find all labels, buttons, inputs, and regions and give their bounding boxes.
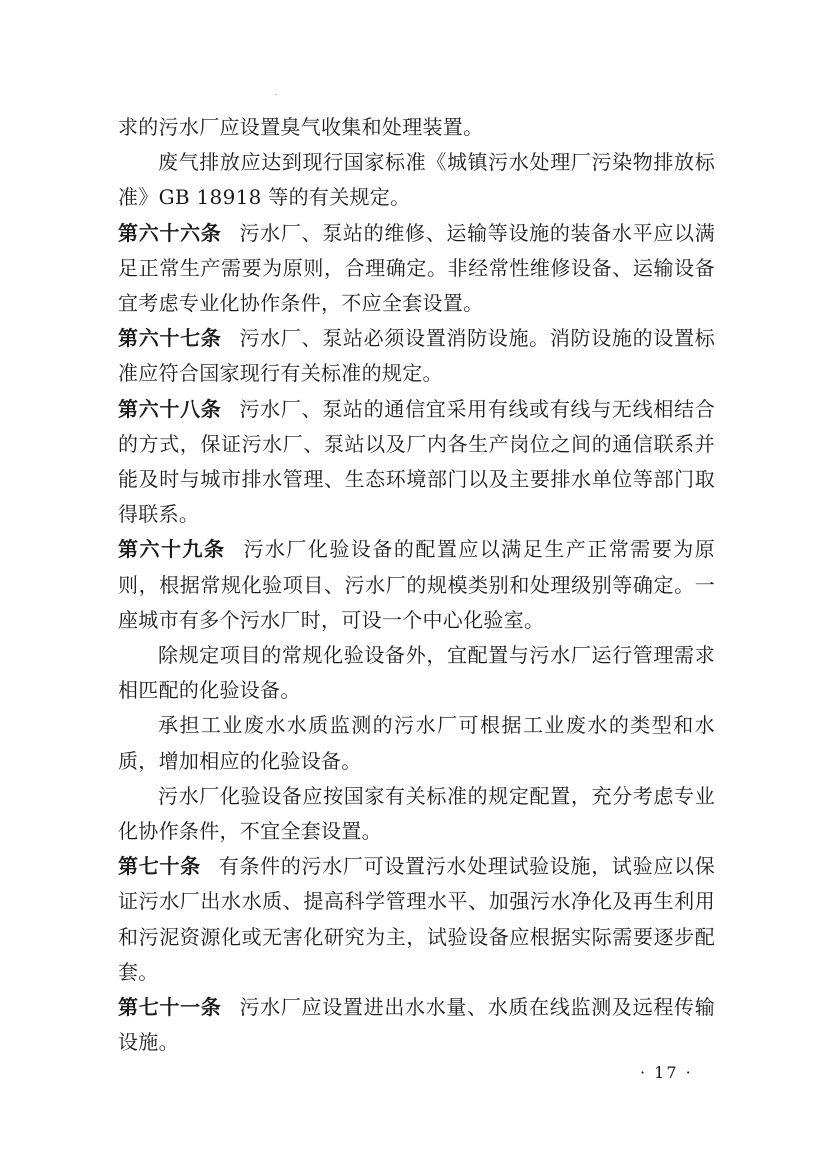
article-66 xyxy=(118,216,715,322)
paragraph-lab-equipment xyxy=(118,638,715,708)
body-text xyxy=(118,110,715,1060)
article-text: 污水厂应设置进出水水量、水质在线监测及远程传输设施。 xyxy=(118,995,716,1055)
article-67 xyxy=(118,321,715,391)
article-number: 第六十八条 xyxy=(118,396,222,421)
paragraph-text: 污水厂化验设备应按国家有关标准的规定配置，充分考虑专业化协作条件，不宜全套设置。 xyxy=(118,783,715,844)
article-70 xyxy=(118,849,715,990)
article-number: 第七十一条 xyxy=(118,995,222,1020)
paragraph-text: 承担工业废水水质监测的污水厂可根据工业废水的类型和水质，增加相应的化验设备。 xyxy=(118,713,715,773)
article-text: 有条件的污水厂可设置污水处理试验设施，试验应以保证污水厂出水水质、提高科学管理水平、加强污水净化及再生利用和污泥资源化或无害化研究为主，试验设备应根据实际需要逐步配套。 xyxy=(118,854,716,984)
page-number: · 17 · xyxy=(640,1063,693,1082)
article-number: 第六十七条 xyxy=(118,326,222,351)
article-71 xyxy=(118,990,715,1060)
paragraph-text: 除规定项目的常规化验设备外，宜配置与污水厂运行管理需求相匹配的化验设备。 xyxy=(118,643,715,703)
paragraph-continuation xyxy=(118,110,715,145)
article-text: 污水厂、泵站的维修、运输等设施的装备水平应以满足正常生产需要为原则，合理确定。非经常性维修设备、运输设备宜考虑专业化协作条件，不应全套设置。 xyxy=(118,220,716,316)
paragraph-text: 求的污水厂应设置臭气收集和处理装置。 xyxy=(118,115,484,139)
article-69 xyxy=(118,532,715,638)
scan-speck xyxy=(275,94,277,95)
article-text: 污水厂化验设备的配置应以满足生产正常需要为原则，根据常规化验项目、污水厂的规模类别和处理级别等确定。一座城市有多个污水厂时，可设一个中心化验室。 xyxy=(118,537,716,632)
article-text: 污水厂、泵站必须设置消防设施。消防设施的设置标准应符合国家现行有关标准的规定。 xyxy=(118,326,716,386)
article-number: 第七十条 xyxy=(118,854,201,879)
paragraph-text: 废气排放应达到现行国家标准《城镇污水处理厂污染物排放标准》GB 18918 等的有关规定。 xyxy=(118,150,715,210)
article-number: 第六十九条 xyxy=(118,537,226,562)
article-68 xyxy=(118,392,715,533)
paragraph-industrial-monitoring xyxy=(118,708,715,778)
article-text: 污水厂、泵站的通信宜采用有线或有线与无线相结合的方式，保证污水厂、泵站以及厂内各生产岗位之间的通信联系并能及时与城市排水管理、生态环境部门以及主要排水单位等部门取得联系。 xyxy=(118,396,716,527)
paragraph-exhaust-standard xyxy=(118,145,715,215)
paragraph-lab-configuration xyxy=(118,779,715,849)
article-number: 第六十六条 xyxy=(118,220,222,245)
